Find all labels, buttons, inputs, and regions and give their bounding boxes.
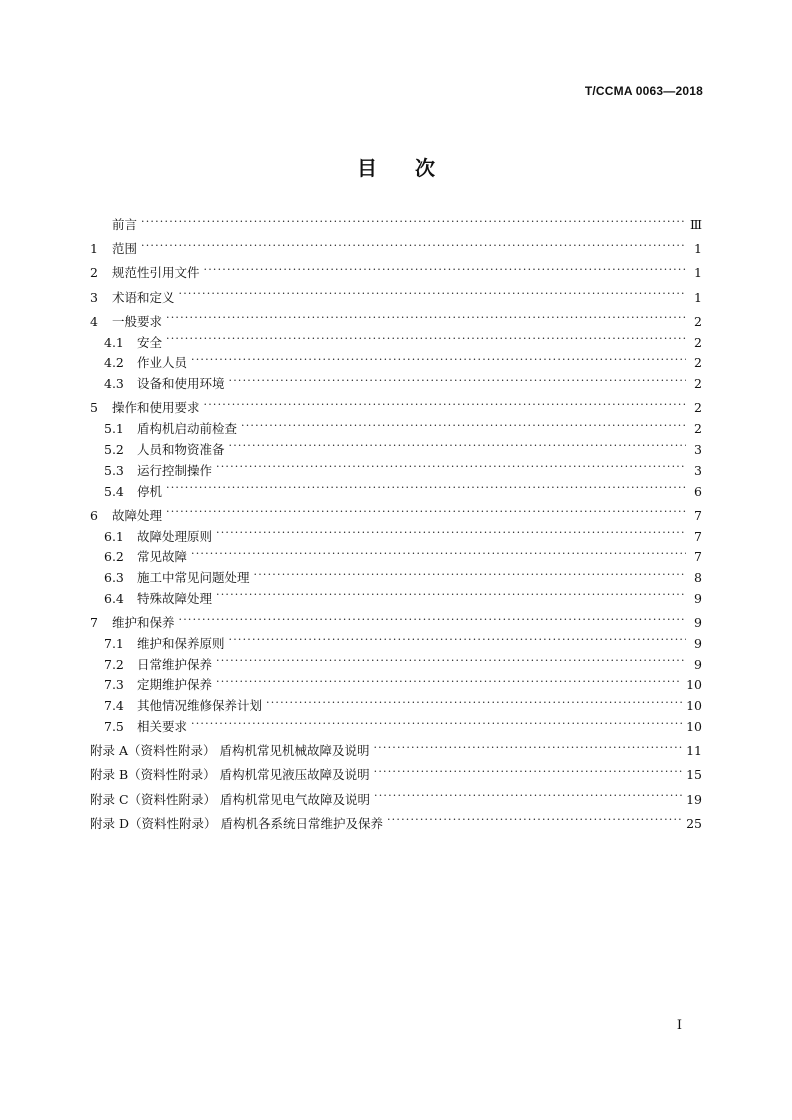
toc-entry[interactable] <box>90 440 702 461</box>
toc-entry-label: 附录 B（资料性附录） 盾构机常见液压故障及说明 <box>90 767 370 783</box>
toc-entry-number: 6.2 <box>104 549 124 565</box>
toc-entry-page: 11 <box>686 743 702 759</box>
toc-entry-page: 3 <box>694 441 702 457</box>
table-of-contents <box>90 215 702 835</box>
toc-entry-number: 1 <box>90 241 98 257</box>
toc-entry[interactable] <box>90 765 702 786</box>
toc-entry-label: 盾构机启动前检查 <box>137 421 238 437</box>
dot-leader <box>191 549 686 562</box>
dot-leader <box>204 265 686 278</box>
toc-entry-number: 4 <box>90 313 98 329</box>
toc-entry-number: 5 <box>90 400 98 416</box>
toc-entry-label: 常见故障 <box>137 549 188 565</box>
toc-entry[interactable] <box>90 655 702 676</box>
toc-entry-label: 作业人员 <box>137 355 188 371</box>
toc-entry-page: 1 <box>694 241 702 257</box>
toc-entry-page: 7 <box>694 528 702 544</box>
toc-entry-label: 维护和保养原则 <box>137 635 225 651</box>
toc-entry-number: 5.3 <box>104 462 124 478</box>
toc-entry-label: 设备和使用环境 <box>137 376 225 392</box>
toc-entry[interactable] <box>90 398 702 419</box>
toc-entry-page: 19 <box>686 791 702 807</box>
toc-entry-page: 9 <box>694 615 702 631</box>
toc-entry-number: 5.4 <box>104 483 124 499</box>
toc-entry-page: 2 <box>694 334 702 350</box>
dot-leader <box>229 441 686 454</box>
dot-leader <box>204 400 686 413</box>
toc-entry-label: 规范性引用文件 <box>112 265 200 281</box>
toc-entry[interactable] <box>90 461 702 482</box>
toc-entry[interactable] <box>90 333 702 354</box>
toc-entry[interactable] <box>90 527 702 548</box>
toc-entry-page: 10 <box>686 698 702 714</box>
toc-entry-label: 安全 <box>137 334 163 350</box>
toc-entry[interactable] <box>90 634 702 655</box>
toc-entry[interactable] <box>90 353 702 374</box>
toc-entry-number: 7 <box>90 615 98 631</box>
toc-entry-label: 运行控制操作 <box>137 462 213 478</box>
dot-leader <box>166 334 686 347</box>
toc-entry-page: 7 <box>694 549 702 565</box>
toc-entry-number: 6.4 <box>104 590 124 606</box>
toc-entry-number: 5.1 <box>104 421 124 437</box>
toc-entry-number: 7.3 <box>104 677 124 693</box>
toc-entry-label: 操作和使用要求 <box>112 400 200 416</box>
page-number: I <box>676 1018 682 1033</box>
page-title: 目次 <box>357 156 473 180</box>
dot-leader <box>266 698 682 711</box>
toc-entry-label: 前言 <box>112 217 138 232</box>
toc-entry-label: 特殊故障处理 <box>137 590 213 606</box>
toc-entry[interactable] <box>90 215 702 236</box>
toc-entry-number: 2 <box>90 265 98 281</box>
toc-entry-number: 3 <box>90 289 98 305</box>
dot-leader <box>229 635 686 648</box>
dot-leader <box>166 483 686 496</box>
toc-entry[interactable] <box>90 589 702 610</box>
toc-entry[interactable] <box>90 288 702 309</box>
dot-leader <box>216 528 686 541</box>
toc-entry[interactable] <box>90 312 702 333</box>
toc-entry[interactable] <box>90 613 702 634</box>
toc-entry-label: 施工中常见问题处理 <box>137 570 250 586</box>
toc-entry[interactable] <box>90 263 702 284</box>
dot-leader <box>141 241 686 254</box>
toc-entry-number: 4.2 <box>104 355 124 371</box>
toc-entry-page: 15 <box>686 767 702 783</box>
dot-leader <box>216 656 686 669</box>
toc-entry-page: 1 <box>694 265 702 281</box>
toc-entry-page: Ⅲ <box>689 217 702 232</box>
toc-entry-page: 6 <box>694 483 702 499</box>
dot-leader <box>191 355 686 368</box>
toc-entry-label: 附录 A（资料性附录） 盾构机常见机械故障及说明 <box>90 743 370 759</box>
toc-entry[interactable] <box>90 814 702 835</box>
toc-entry-page: 10 <box>686 677 702 693</box>
toc-entry-page: 7 <box>694 507 702 523</box>
toc-entry-page: 25 <box>686 815 702 831</box>
toc-entry[interactable] <box>90 482 702 503</box>
toc-entry-page: 1 <box>694 289 702 305</box>
dot-leader <box>241 421 686 434</box>
toc-entry-label: 范围 <box>112 241 138 257</box>
toc-entry-page: 8 <box>694 570 702 586</box>
toc-entry-page: 2 <box>694 400 702 416</box>
dot-leader <box>191 719 682 732</box>
toc-entry[interactable] <box>90 741 702 762</box>
toc-entry-label: 其他情况维修保养计划 <box>137 698 263 714</box>
toc-entry-number: 7.2 <box>104 656 124 672</box>
dot-leader <box>216 462 686 475</box>
dot-leader <box>216 590 686 603</box>
toc-entry[interactable] <box>90 790 702 811</box>
dot-leader <box>141 217 686 230</box>
toc-entry[interactable] <box>90 239 702 260</box>
toc-entry-number: 4.3 <box>104 376 124 392</box>
toc-entry-label: 附录 D（资料性附录） 盾构机各系统日常维护及保养 <box>90 815 383 831</box>
toc-entry[interactable] <box>90 696 702 717</box>
toc-entry[interactable] <box>90 547 702 568</box>
toc-entry-page: 2 <box>694 355 702 371</box>
dot-leader <box>374 791 682 804</box>
toc-entry-number: 7.5 <box>104 719 124 735</box>
toc-entry-label: 日常维护保养 <box>137 656 213 672</box>
dot-leader <box>229 376 686 389</box>
toc-entry-label: 人员和物资准备 <box>137 441 225 457</box>
toc-entry-page: 2 <box>694 313 702 329</box>
toc-entry-page: 9 <box>694 590 702 606</box>
toc-entry-page: 9 <box>694 656 702 672</box>
toc-entry-page: 10 <box>686 719 702 735</box>
dot-leader <box>166 507 686 520</box>
dot-leader <box>166 313 686 326</box>
toc-entry[interactable] <box>90 675 702 696</box>
toc-entry-label: 附录 C（资料性附录） 盾构机常见电气故障及说明 <box>90 791 371 807</box>
toc-entry-label: 维护和保养 <box>112 615 175 631</box>
toc-entry-number: 6 <box>90 507 98 523</box>
toc-entry-label: 一般要求 <box>112 313 163 329</box>
dot-leader <box>179 289 686 302</box>
toc-entry-number: 7.4 <box>104 698 124 714</box>
toc-entry[interactable] <box>90 717 702 738</box>
toc-entry-number: 4.1 <box>104 334 124 350</box>
toc-entry-page: 9 <box>694 635 702 651</box>
toc-entry[interactable] <box>90 419 702 440</box>
toc-entry-number: 6.1 <box>104 528 124 544</box>
dot-leader <box>179 615 686 628</box>
dot-leader <box>374 767 682 780</box>
toc-entry[interactable] <box>90 374 702 395</box>
dot-leader <box>254 570 686 583</box>
toc-entry-page: 3 <box>694 462 702 478</box>
dot-leader <box>216 677 682 690</box>
toc-entry-label: 停机 <box>137 483 163 499</box>
toc-entry-number: 6.3 <box>104 570 124 586</box>
toc-entry-page: 2 <box>694 376 702 392</box>
toc-entry-number: 7.1 <box>104 635 124 651</box>
toc-entry-label: 故障处理 <box>112 507 163 523</box>
standard-code: T/CCMA 0063—2018 <box>584 84 703 98</box>
toc-entry-label: 定期维护保养 <box>137 677 213 693</box>
dot-leader <box>373 743 682 756</box>
toc-entry-number: 5.2 <box>104 441 124 457</box>
toc-entry-page: 2 <box>694 421 702 437</box>
toc-entry-label: 相关要求 <box>137 719 188 735</box>
toc-entry-label: 故障处理原则 <box>137 528 213 544</box>
dot-leader <box>387 815 682 828</box>
toc-entry[interactable] <box>90 568 702 589</box>
toc-entry-label: 术语和定义 <box>112 289 175 305</box>
toc-entry[interactable] <box>90 506 702 527</box>
